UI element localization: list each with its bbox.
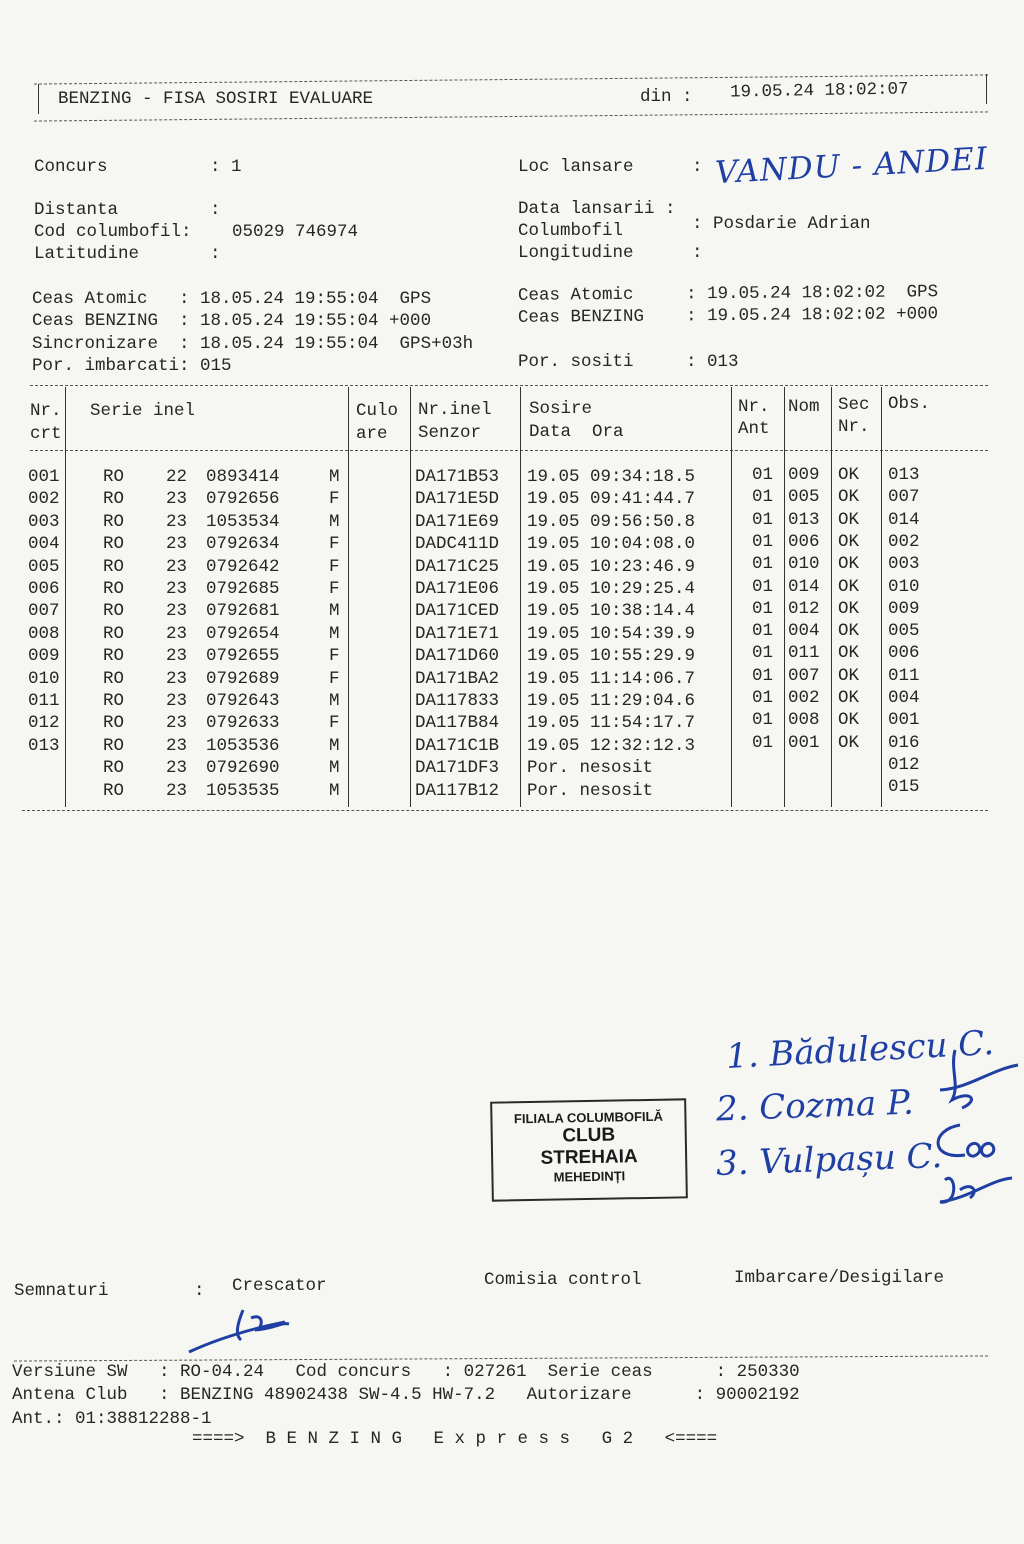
- cell-arrival: 19.05 10:04:08.0: [527, 534, 696, 555]
- comisia-control-label: Comisia control: [484, 1270, 642, 1290]
- cell-country: RO: [103, 467, 125, 487]
- cell-nr: 013: [28, 735, 60, 756]
- cell-obs: 005: [888, 621, 920, 642]
- cell-ant: 01: [752, 598, 774, 619]
- cell-sex: F: [329, 668, 340, 689]
- cell-nom: 004: [788, 621, 820, 642]
- cell-sex: M: [329, 691, 340, 711]
- cell-sensor: DA117B84: [415, 713, 500, 734]
- cell-ant: 01: [752, 465, 774, 485]
- cell-obs: 014: [888, 509, 920, 530]
- cell-arrival: 19.05 11:29:04.6: [527, 691, 696, 711]
- cell-ant: 01: [752, 665, 774, 686]
- cell-year: 23: [166, 668, 188, 689]
- cell-ant: 01: [752, 710, 774, 731]
- cell-sensor: DADC411D: [415, 534, 500, 555]
- loc-lansare-sep: :: [692, 157, 703, 177]
- header-senzor: Senzor: [418, 423, 482, 443]
- cell-obs: 001: [888, 710, 920, 731]
- cell-year: 23: [166, 579, 188, 599]
- cell-country: RO: [103, 758, 125, 779]
- cell-year: 23: [166, 534, 188, 555]
- cell-sensor: DA171E06: [415, 579, 500, 599]
- cell-nr: 002: [28, 489, 60, 510]
- cell-sex: M: [329, 623, 340, 644]
- commission-member-3: 3. Vulpașu C.: [715, 1136, 943, 1184]
- cell-arrival: 19.05 10:29:25.4: [527, 579, 696, 599]
- cell-arrival: 19.05 12:32:12.3: [527, 735, 696, 756]
- loc-lansare-label: Loc lansare: [518, 157, 634, 177]
- cell-sex: F: [329, 489, 340, 510]
- cell-ring: 0792690: [206, 758, 280, 779]
- cell-arrival: 19.05 09:56:50.8: [527, 511, 696, 532]
- latitudine-value: :: [210, 244, 221, 264]
- table-row: [0, 600, 1024, 622]
- cell-sex: F: [329, 713, 340, 734]
- header-sec: Sec: [838, 395, 870, 415]
- cell-ring: 1053535: [206, 780, 280, 801]
- table-row: [0, 712, 1024, 734]
- cell-ring: 0792642: [206, 556, 280, 577]
- cell-sensor: DA171E5D: [415, 489, 500, 510]
- table-row: [0, 578, 1024, 600]
- cell-sec: OK: [838, 554, 860, 575]
- cell-nr: 011: [28, 691, 60, 711]
- din-label: din :: [640, 87, 693, 107]
- cell-nom: 006: [788, 531, 820, 552]
- cell-obs: 009: [888, 598, 920, 619]
- report-title: BENZING - FISA SOSIRI EVALUARE: [58, 89, 374, 109]
- club-stamp: [490, 1098, 688, 1201]
- cell-year: 23: [166, 623, 188, 644]
- por-imbarcati: Por. imbarcati: 015: [32, 356, 232, 376]
- cell-ant: 01: [752, 487, 774, 508]
- cell-obs: 011: [888, 665, 920, 686]
- cell-arrival: Por. nesosit: [527, 758, 654, 779]
- cell-year: 23: [166, 601, 188, 622]
- stamp-line-4: MEHEDINȚI: [553, 1168, 626, 1185]
- longitudine-value: :: [692, 243, 703, 263]
- semnaturi-sep: :: [194, 1281, 205, 1301]
- cell-year: 23: [166, 691, 188, 711]
- cell-arrival: 19.05 10:55:29.9: [527, 646, 696, 667]
- cell-country: RO: [103, 579, 125, 599]
- table-row: [0, 690, 1024, 712]
- cell-sex: M: [329, 735, 340, 756]
- cell-nr: 012: [28, 713, 60, 734]
- cell-sec: OK: [838, 531, 860, 552]
- cell-obs: 004: [888, 688, 920, 708]
- cell-arrival: 19.05 10:23:46.9: [527, 556, 696, 577]
- imbarcare-label: Imbarcare/Desigilare: [734, 1268, 945, 1288]
- cell-sensor: DA171E71: [415, 623, 500, 644]
- cell-nr: 001: [28, 467, 60, 487]
- signature-scribbles: [900, 1030, 1020, 1210]
- cell-country: RO: [103, 511, 125, 532]
- cell-sensor: DA117833: [415, 691, 500, 711]
- footer-antena: Antena Club : BENZING 48902438 SW-4.5 HW-7.2 Autorizare : 90002192: [12, 1385, 800, 1405]
- header-crt: crt: [30, 424, 62, 444]
- cell-sensor: DA171B53: [415, 467, 500, 487]
- cell-country: RO: [103, 668, 125, 689]
- cell-obs: 012: [888, 754, 920, 775]
- cell-sec: OK: [838, 688, 860, 708]
- cell-arrival: 19.05 10:54:39.9: [527, 623, 696, 644]
- cell-year: 23: [166, 780, 188, 801]
- table-row: [0, 645, 1024, 667]
- cell-country: RO: [103, 691, 125, 711]
- cell-year: 23: [166, 646, 188, 667]
- cell-country: RO: [103, 534, 125, 555]
- header-nr-inel: Nr.inel: [418, 400, 492, 420]
- ceas-benzing-right: Ceas BENZING : 19.05.24 18:02:02 +000: [517, 304, 939, 328]
- cell-year: 23: [166, 489, 188, 510]
- cell-ant: 01: [752, 643, 774, 664]
- cell-ant: 01: [752, 621, 774, 642]
- cell-country: RO: [103, 646, 125, 667]
- header-sec-nr: Nr.: [838, 417, 870, 437]
- cell-sec: OK: [838, 465, 860, 485]
- cell-obs: 015: [888, 777, 920, 798]
- cell-ring: 0792685: [206, 579, 280, 599]
- cell-ring: 1053536: [206, 735, 280, 756]
- header-nr-ant: Nr.: [738, 397, 770, 417]
- cell-nr: 005: [28, 556, 60, 577]
- loc-lansare-handwritten: VANDU - ANDEI: [714, 140, 989, 192]
- cell-sensor: DA171C1B: [415, 735, 500, 756]
- cell-sec: OK: [838, 598, 860, 619]
- cell-sec: OK: [838, 643, 860, 664]
- cell-country: RO: [103, 735, 125, 756]
- cell-nom: 011: [788, 643, 820, 664]
- longitudine-label: Longitudine: [518, 243, 634, 263]
- cell-sec: OK: [838, 710, 860, 731]
- cell-nom: 009: [788, 465, 820, 485]
- table-row: [0, 466, 1024, 488]
- columbofil-value: : Posdarie Adrian: [692, 214, 871, 234]
- semnaturi-label: Semnaturi: [14, 1281, 109, 1301]
- cell-year: 23: [166, 758, 188, 779]
- cell-arrival: 19.05 10:38:14.4: [527, 601, 696, 622]
- cell-nr: 003: [28, 511, 60, 532]
- table-row: [0, 556, 1024, 578]
- concurs-label: Concurs: [34, 157, 108, 177]
- cell-country: RO: [103, 623, 125, 644]
- cell-nom: 012: [788, 598, 820, 619]
- cell-sensor: DA171D60: [415, 646, 500, 667]
- cell-sex: M: [329, 758, 340, 779]
- cell-year: 23: [166, 511, 188, 532]
- cell-nom: 002: [788, 688, 820, 708]
- header-nr: Nr.: [30, 401, 62, 421]
- cell-ant: 01: [752, 732, 774, 753]
- table-row: [0, 754, 1024, 779]
- cell-ant: 01: [752, 576, 774, 597]
- table-row: [0, 623, 1024, 645]
- cell-nom: 001: [788, 732, 820, 753]
- cell-sex: F: [329, 579, 340, 599]
- cell-ring: 0792655: [206, 646, 280, 667]
- data-lansarii-label: Data lansarii :: [518, 199, 676, 219]
- commission-member-1: 1. Bădulescu C.: [725, 1023, 995, 1077]
- cell-nom: 007: [788, 665, 820, 686]
- cell-obs: 007: [888, 487, 920, 508]
- cell-nom: 014: [788, 576, 820, 597]
- table-row: [0, 665, 1024, 690]
- crescator-signature: [185, 1300, 305, 1360]
- cell-ring: 0792633: [206, 713, 280, 734]
- concurs-value: : 1: [210, 157, 242, 177]
- header-serie-inel: Serie inel: [90, 401, 196, 421]
- crescator-label: Crescator: [232, 1276, 327, 1296]
- ceas-atomic-right: Ceas Atomic : 19.05.24 18:02:02 GPS: [517, 282, 939, 306]
- cell-obs: 010: [888, 576, 920, 597]
- cell-sex: F: [329, 534, 340, 555]
- cell-ring: 0792654: [206, 623, 280, 644]
- footer-versiune: Versiune SW : RO-04.24 Cod concurs : 027261 Serie ceas : 250330: [12, 1362, 800, 1382]
- cell-nr: 010: [28, 668, 60, 689]
- sincronizare: Sincronizare : 18.05.24 19:55:04 GPS+03h: [32, 334, 474, 354]
- cell-ring: 0792634: [206, 534, 280, 555]
- cell-sensor: DA171C25: [415, 556, 500, 577]
- cell-nom: 005: [788, 487, 820, 508]
- cell-sensor: DA171DF3: [415, 758, 500, 779]
- cell-sex: M: [329, 780, 340, 801]
- cell-sensor: DA171BA2: [415, 668, 500, 689]
- distanta-label: Distanta: [34, 200, 119, 220]
- ceas-atomic-left: Ceas Atomic : 18.05.24 19:55:04 GPS: [32, 289, 432, 309]
- cell-ring: 0792643: [206, 691, 280, 711]
- stamp-line-3: STREHAIA: [540, 1146, 638, 1169]
- cell-year: 23: [166, 556, 188, 577]
- cell-nom: 013: [788, 509, 820, 530]
- por-sositi: Por. sositi : 013: [518, 352, 739, 372]
- cell-ring: 1053534: [206, 511, 280, 532]
- header-culo: Culo: [356, 401, 399, 421]
- cell-year: 22: [166, 467, 188, 487]
- cell-sec: OK: [838, 665, 860, 686]
- cell-nr: 009: [28, 646, 60, 667]
- report-datetime: 19.05.24 18:02:07: [729, 79, 909, 103]
- cell-ring: 0792656: [206, 489, 280, 510]
- cell-obs: 002: [888, 531, 920, 552]
- cell-sex: F: [329, 556, 340, 577]
- header-sosire: Sosire: [529, 399, 593, 419]
- cell-obs: 013: [888, 465, 920, 485]
- cell-sex: M: [329, 601, 340, 622]
- cell-nom: 008: [788, 710, 820, 731]
- cell-obs: 003: [888, 554, 920, 575]
- table-row: [0, 511, 1024, 533]
- header-nom: Nom: [788, 397, 820, 417]
- cell-sex: F: [329, 646, 340, 667]
- footer-ant: Ant.: 01:38812288-1: [12, 1409, 212, 1429]
- cell-nr: 006: [28, 579, 60, 599]
- cell-arrival: 19.05 11:54:17.7: [527, 713, 696, 734]
- stamp-line-2: CLUB: [562, 1124, 616, 1147]
- cod-columbofil-value: 05029 746974: [232, 222, 359, 242]
- cell-ring: 0893414: [206, 467, 280, 487]
- cell-obs: 006: [888, 643, 920, 664]
- cell-sec: OK: [838, 732, 860, 753]
- table-row: [0, 777, 1024, 802]
- cell-sensor: DA171CED: [415, 601, 500, 622]
- cell-nr: 004: [28, 534, 60, 555]
- cell-ant: 01: [752, 509, 774, 530]
- columbofil-label: Columbofil: [518, 221, 624, 241]
- cell-sensor: DA117B12: [415, 780, 500, 801]
- table-row: [0, 533, 1024, 555]
- cell-ring: 0792689: [206, 668, 280, 689]
- cell-sec: OK: [838, 576, 860, 597]
- header-ant: Ant: [738, 419, 770, 439]
- cell-sensor: DA171E69: [415, 511, 500, 532]
- cell-obs: 016: [888, 732, 920, 753]
- cell-year: 23: [166, 713, 188, 734]
- latitudine-label: Latitudine: [34, 244, 140, 264]
- cell-arrival: Por. nesosit: [527, 780, 654, 801]
- cell-sec: OK: [838, 487, 860, 508]
- table-row: [0, 488, 1024, 510]
- cell-ant: 01: [752, 554, 774, 575]
- ceas-benzing-left: Ceas BENZING : 18.05.24 19:55:04 +000: [32, 311, 432, 331]
- cell-ant: 01: [752, 531, 774, 552]
- cod-columbofil-label: Cod columbofil:: [34, 222, 192, 242]
- cell-sec: OK: [838, 621, 860, 642]
- cell-country: RO: [103, 780, 125, 801]
- header-obs: Obs.: [888, 394, 931, 414]
- cell-ant: 01: [752, 688, 774, 708]
- cell-nr: 008: [28, 623, 60, 644]
- commission-member-2: 2. Cozma P.: [715, 1082, 915, 1130]
- cell-arrival: 19.05 09:41:44.7: [527, 489, 696, 510]
- distanta-value: :: [210, 200, 221, 220]
- cell-arrival: 19.05 11:14:06.7: [527, 668, 696, 689]
- cell-country: RO: [103, 556, 125, 577]
- cell-nom: 010: [788, 554, 820, 575]
- cell-sex: M: [329, 511, 340, 532]
- cell-year: 23: [166, 735, 188, 756]
- cell-country: RO: [103, 489, 125, 510]
- cell-sex: M: [329, 467, 340, 487]
- header-data-ora: Data Ora: [529, 422, 624, 442]
- table-row: [0, 732, 1024, 757]
- cell-arrival: 19.05 09:34:18.5: [527, 467, 696, 487]
- footer-benzing-express: ====> B E N Z I N G E x p r e s s G 2 <====: [192, 1429, 718, 1449]
- header-are: are: [356, 424, 388, 444]
- cell-ring: 0792681: [206, 601, 280, 622]
- cell-country: RO: [103, 713, 125, 734]
- cell-sec: OK: [838, 509, 860, 530]
- stamp-line-1: FILIALA COLUMBOFILĂ: [513, 1108, 664, 1127]
- cell-country: RO: [103, 601, 125, 622]
- cell-nr: 007: [28, 601, 60, 622]
